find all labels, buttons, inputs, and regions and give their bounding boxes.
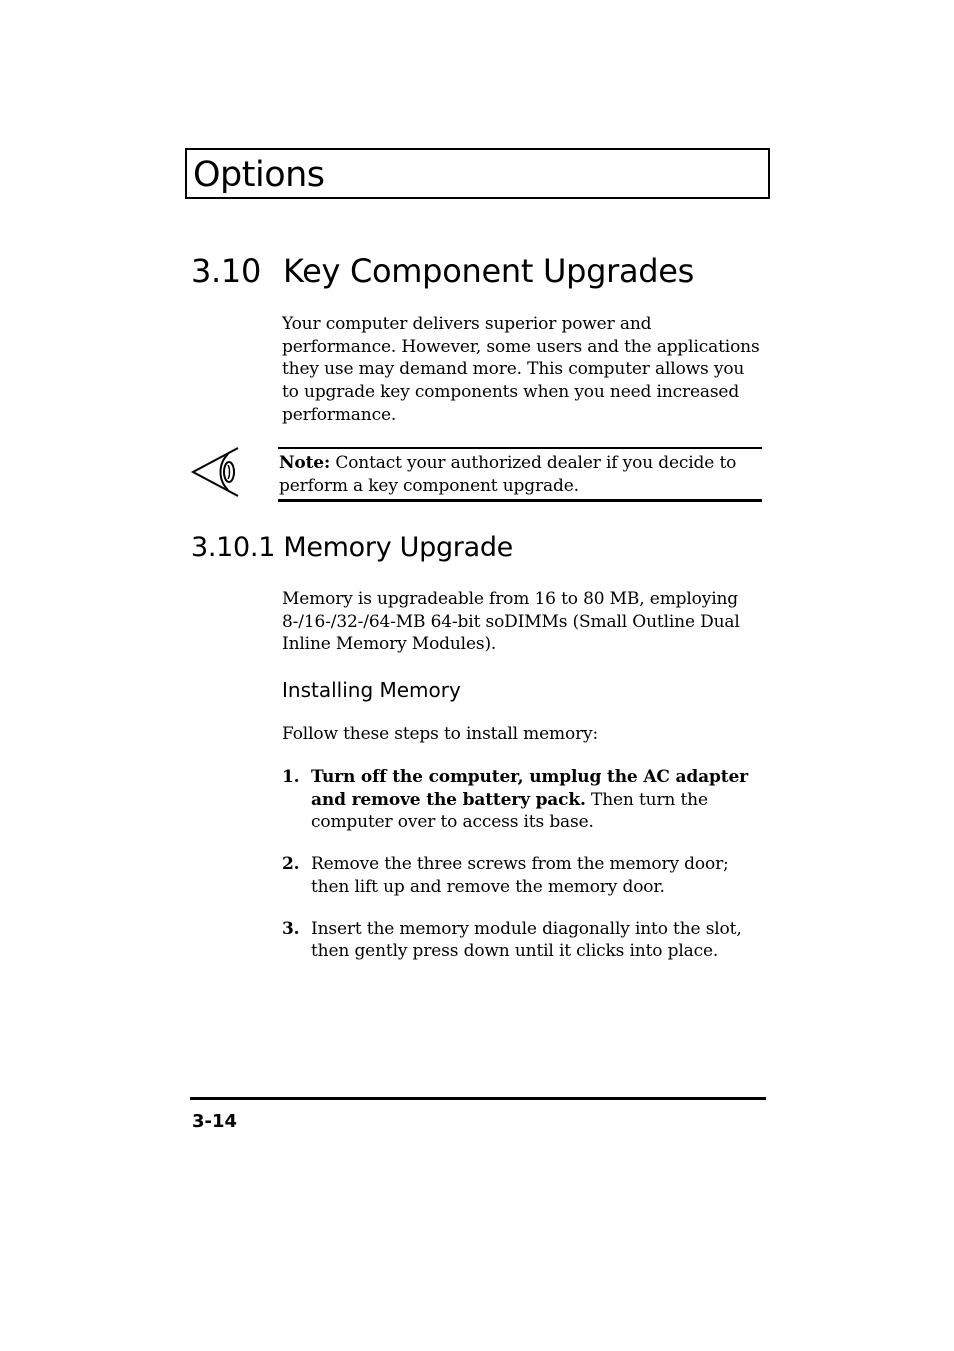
step-number: 1. xyxy=(282,767,300,787)
footer-rule xyxy=(190,1097,766,1100)
section-heading xyxy=(191,252,694,290)
step-number: 2. xyxy=(282,854,300,875)
section-title: Key Component Upgrades xyxy=(283,252,695,290)
section-number: 3.10 xyxy=(191,252,262,290)
section-intro: Your computer delivers superior power and performance. However, some users and the applications they use may demand more. This computer allows you to upgrade key components when you need increased performance. xyxy=(282,314,760,425)
eye-icon xyxy=(190,446,242,498)
step-text: Remove the three screws from the memory door; then lift up and remove the memory door. xyxy=(311,854,729,897)
steps-list xyxy=(282,766,762,982)
sub-heading: Installing Memory xyxy=(282,678,461,702)
step-number: 3. xyxy=(282,918,300,939)
chapter-header-box xyxy=(185,148,770,199)
page-number: 3-14 xyxy=(192,1111,238,1132)
step-item xyxy=(282,766,762,834)
note-box xyxy=(278,447,762,502)
steps-lead: Follow these steps to install memory: xyxy=(282,724,599,744)
step-item xyxy=(282,918,762,963)
chapter-title: Options xyxy=(193,155,325,195)
step-bold-text: Turn off the computer, umplug the AC adapter and remove the battery pack. xyxy=(311,767,748,810)
step-text: Insert the memory module diagonally into the slot, then gently press down until it clicks into place. xyxy=(311,918,742,962)
note-label: Note: xyxy=(279,453,331,473)
step-item xyxy=(282,853,762,898)
step-text: Then turn the computer over to access its base. xyxy=(311,789,708,833)
subsection-heading: 3.10.1 Memory Upgrade xyxy=(191,532,513,563)
note-text: Contact your authorized dealer if you decide to perform a key component upgrade. xyxy=(279,453,737,496)
subsection-intro: Memory is upgradeable from 16 to 80 MB, employing 8-/16-/32-/64-MB 64-bit soDIMMs (Small Outline Dual Inline Memory Modules). xyxy=(282,589,740,655)
